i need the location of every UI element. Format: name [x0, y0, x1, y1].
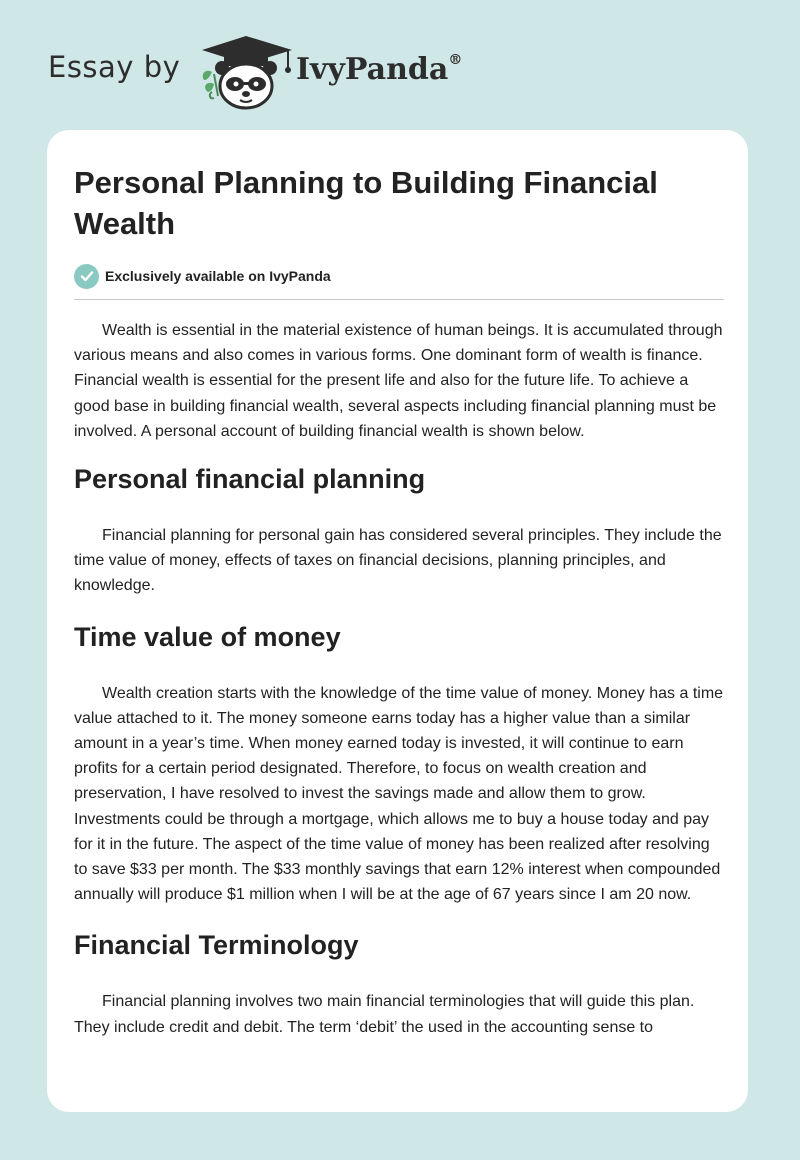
section-heading-personal-financial-planning: Personal financial planning	[74, 464, 426, 495]
brand-name[interactable]: IvyPanda®	[296, 52, 463, 87]
section-paragraph-financial-terminology: Financial planning involves two main financial terminologies that will guide this plan. They include credit and debit. The term ‘debit’ the used in the accounting sense to	[74, 993, 695, 1036]
badge-label: Exclusively available on IvyPanda	[105, 268, 331, 284]
checkmark-circle-icon	[74, 264, 99, 289]
section-heading-time-value-of-money: Time value of money	[74, 621, 341, 652]
article-content	[74, 162, 724, 1040]
section-heading-financial-terminology: Financial Terminology	[74, 930, 359, 961]
panda-logo-icon[interactable]	[198, 34, 294, 110]
exclusive-badge	[74, 263, 724, 289]
intro-paragraph: Wealth is essential in the material existence of human beings. It is accumulated through various means and also comes in various forms. One dominant form of wealth is finance. Financial wealth is essential for the present life and also for the future life. To achieve a good base in building financial wealth, several aspects including financial planning must be involved. A personal account of building financial wealth is shown below.	[74, 322, 723, 440]
trademark-symbol: ®	[448, 52, 463, 68]
section-paragraph-time-value-of-money: Wealth creation starts with the knowledge of the time value of money. Money has a time value attached to it. The money someone earns today has a higher value than a similar amount in a year’s time. When money earned today is invested, it will continue to earn profits for a certain period designated. Therefore, to focus on wealth creation and preservation, I have resolved to invest the savings made and allow them to grow. Investments could be through a mortgage, which allows me to buy a house today and pay for it in the future. The aspect of the time value of money has been realized after resolving to save $33 per month. The $33 monthly savings that earn 12% interest when compounded annually will produce $1 million when I will be at the age of 67 years since I am 20 now.	[74, 684, 724, 904]
section-paragraph-personal-financial-planning: Financial planning for personal gain has considered several principles. They include the time value of money, effects of taxes on financial decisions, planning principles, and knowledge.	[74, 527, 722, 595]
article-title: Personal Planning to Building Financial Wealth	[74, 165, 658, 241]
site-header	[0, 0, 800, 130]
divider	[74, 299, 724, 300]
article-card	[47, 130, 748, 1112]
logo-prefix-text: Essay by	[48, 50, 181, 84]
